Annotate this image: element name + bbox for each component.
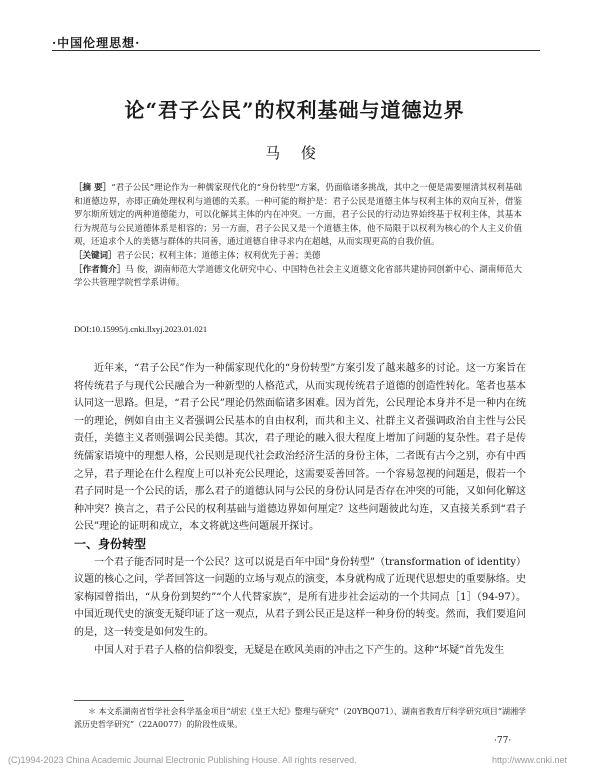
footnote: ＊ 本文系湖南省哲学社会科学基金项目“胡宏《皇王大纪》整理与研究”（20YBQ071）、湖南省教育厅科学研究项目“湖湘学派历史哲学研究”（22A0077）的阶段性成果。 [74, 707, 526, 729]
abstract-text: “君子公民”理论作为一种儒家现代化的“身份转型”方案，仍面临诸多挑战，其中之一便是需要厘清其权利基础和道德边界，亦即正确处理权利与道德的关系。一种可能的辩护是：君子公民是道德主体与权利主体的双向互补，借鉴罗尔斯所划定的两种道德能力，可以化解其主体的内在冲突。一方面，君子公民的行动边界始终基于权利主体，其基本行为规范与公民道德体系是相容的；另一方面，君子公民又是一个道德主体，他不局限于以权利为核心的个人主义价值观，还追求个人的美德与群体的共同善，通过道德自律寻求内在超越，从而实现更高的自我价值。 [74, 183, 523, 248]
journal-section-header: ·中国伦理思想· [52, 36, 141, 50]
body-text [74, 360, 526, 659]
doi: DOI:10.15995/j.cnki.llxyj.2023.01.021 [74, 324, 208, 334]
copyright-notice: (C)1994-2023 China Academic Journal Electronic Publishing House. All rights reserved. [8, 755, 357, 765]
abstract-paragraph [74, 182, 522, 250]
body-paragraph: 中国人对于君子人格的信仰裂变，无疑是在欧风美雨的冲击之下产生的。这种“坏疑”首先发生 [94, 644, 505, 656]
keywords-label: ［关键词］ [74, 250, 117, 261]
author-name: 马 俊 [265, 144, 324, 162]
keywords-text: 君子公民；权利主体；道德主体；权利优先于善；美德 [116, 250, 321, 261]
page-number: ·77· [494, 736, 512, 746]
body-paragraph: 一个君子能否同时是一个公民？这可以说是百年中国“身份转型”（transformation of identity）议题的核心之问，学者回答这一问题的立场与观点的演变，本身就构成了近现代思想史的重要脉络。史家梅园曾指出，“从身份到契约”“个人代替家族”，是所有进步社会运动的一个共同点［1］（94-97）。中国近现代史的演变无疑印证了这一观点，从君子到公民正是这样一种身份的转变。然而，我们要追问的是，这一转变是如何发生的。 [74, 556, 526, 638]
intro-paragraph: 近年来，“君子公民”作为一种儒家现代化的“身份转型”方案引发了越来越多的讨论。这一方案旨在将传统君子与现代公民融合为一种新型的人格范式，从而实现传统君子道德的创造性转化。笔者也基本认同这一思路。但是，“君子公民”理论仍然面临诸多困难。因为首先，公民理论本身并不是一种内在统一的理论，例如自由主义者强调公民基本的自由权利，而共和主义、社群主义者强调政治自主性与公民责任，美德主义者则强调公民美德。其次，君子理论的融入很大程度上增加了问题的复杂性。君子是传统儒家语境中的理想人格，公民则是现代社会政治经济生活的身份主体，二者既有古今之别，亦有中西之异，君子理论在什么程度上可以补充公民理论，这需要妥善回答。一个容易忽视的问题是，假若一个君子同时是一个公民的话，那么君子的道德认同与公民的身份认同是否存在冲突的可能，又如何化解这种冲突？换言之，君子公民的权利基础与道德边界如何厘定？这些问题彼此勾连，又直接关系到“君子公民”理论的证明和成立，本文将就这些问题展开探讨。 [74, 363, 526, 533]
section-heading: 一、身份转型 [74, 536, 147, 551]
abstract-label: ［摘 要］ [74, 183, 112, 193]
website-link[interactable]: http://www.cnki.net [492, 755, 568, 765]
header-divider [52, 50, 540, 51]
author-info-text: 马 俊，湖南师范大学道德文化研究中心、中国特色社会主义道德文化省部共建协同创新中心、湖南师范大学公共管理学院哲学系讲师。 [74, 264, 522, 289]
author-info-paragraph [74, 264, 522, 291]
abstract-block [74, 182, 522, 291]
keywords-paragraph [74, 250, 522, 264]
article-title: 论“君子公民”的权利基础与道德边界 [124, 98, 465, 122]
author-info-label: ［作者简介］ [74, 264, 126, 275]
footnote-divider [74, 700, 184, 701]
